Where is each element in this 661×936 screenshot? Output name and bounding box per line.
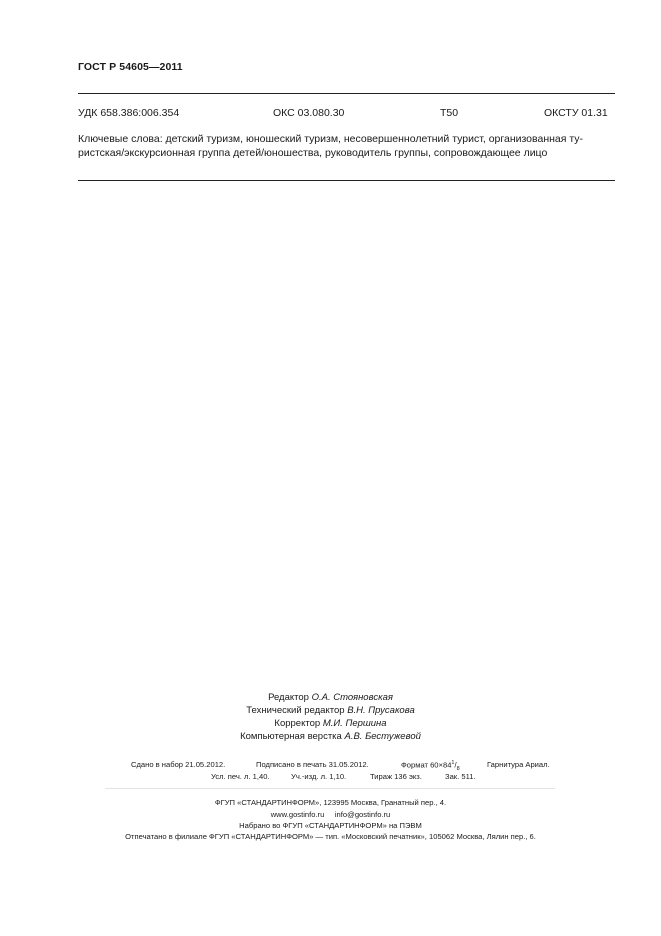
signed-date: Подписано в печать 31.05.2012.: [256, 760, 369, 769]
editor-name: О.А. Стояновская: [311, 692, 393, 703]
typeset-note: Набрано во ФГУП «СТАНДАРТИНФОРМ» на ПЭВМ: [239, 821, 422, 830]
paper-format: Формат $60\times 84^1/_8$: [401, 760, 460, 773]
faint-divider: [105, 788, 555, 789]
group-code: Т50: [440, 107, 459, 119]
layout-line: [0, 731, 661, 742]
publishing-sheets: Уч.-изд. л. 1,10.: [291, 772, 347, 781]
corrector-name: М.И. Першина: [322, 718, 387, 729]
layout-name: А.В. Бестужевой: [344, 731, 421, 742]
format-numerator: 1: [451, 760, 455, 766]
tech-editor-name: В.Н. Прусакова: [347, 705, 415, 716]
tech-editor-label: Технический редактор: [246, 705, 345, 716]
standard-id: ГОСТ Р 54605—2011: [78, 61, 183, 73]
keywords-line-2: ристская/экскурсионная группа детей/юношества, руководитель группы, сопровождающее лицо: [78, 147, 548, 159]
printed-note: Отпечатано в филиале ФГУП «СТАНДАРТИНФОРМ» — тип. «Московский печатник», 105062 Москва, Лялин пер., 6.: [125, 832, 536, 841]
format-denominator: 8: [456, 766, 460, 773]
print-run: Тираж 136 экз.: [370, 772, 422, 781]
layout-label: Компьютерная верстка: [240, 731, 342, 742]
keywords-line-1: Ключевые слова: детский туризм, юношеский туризм, несовершеннолетний турист, организованная ту-: [78, 133, 584, 145]
oks-code: ОКС 03.080.30: [273, 107, 345, 119]
format-prefix: Формат 60×84: [401, 760, 452, 770]
tech-editor-line: [0, 705, 661, 716]
publisher-website[interactable]: www.gostinfo.ru: [270, 810, 325, 819]
publisher-contacts: [0, 810, 661, 819]
print-sheets: Усл. печ. л. 1,40.: [211, 772, 270, 781]
order-number: Зак. 511.: [445, 772, 476, 781]
editor-line: [0, 692, 661, 703]
okstu-code: ОКСТУ 01.31: [544, 107, 608, 119]
top-divider: [78, 93, 615, 94]
editor-label: Редактор: [268, 692, 309, 703]
typeface: Гарнитура Ариал.: [487, 760, 550, 769]
keywords-divider: [78, 180, 615, 181]
corrector-line: [0, 718, 661, 729]
udk-code: УДК 658.386:006.354: [78, 107, 180, 119]
submitted-date: Сдано в набор 21.05.2012.: [131, 760, 226, 769]
publisher-email[interactable]: info@gostinfo.ru: [334, 810, 391, 819]
corrector-label: Корректор: [274, 718, 321, 729]
keywords-block: [78, 132, 615, 160]
publisher-address: ФГУП «СТАНДАРТИНФОРМ», 123995 Москва, Гранатный пер., 4.: [214, 798, 447, 807]
